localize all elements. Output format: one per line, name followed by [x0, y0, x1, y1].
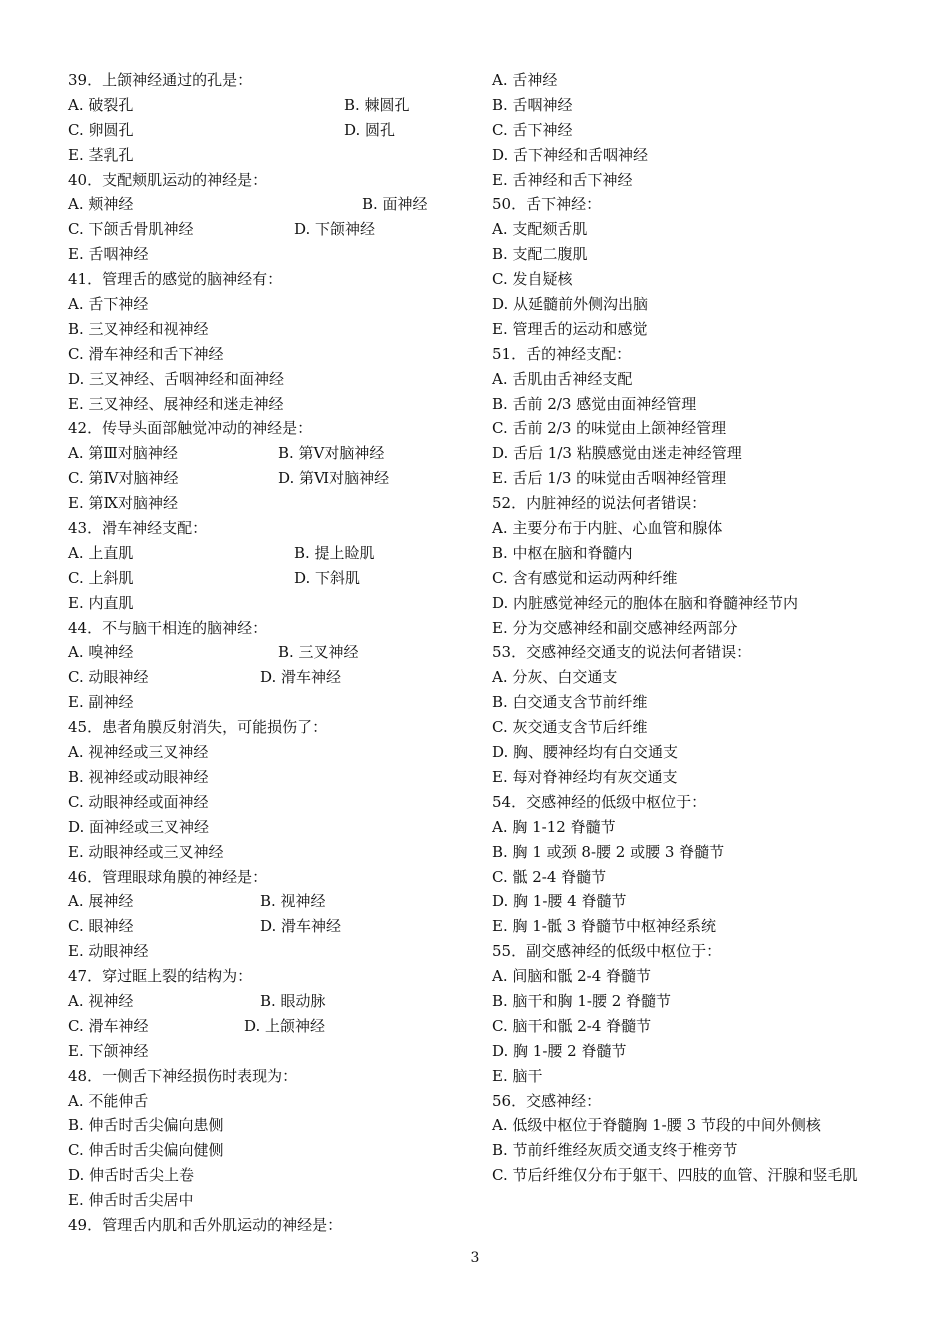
option-text: A. 颊神经 [68, 195, 134, 214]
option-text: A. 破裂孔 [68, 95, 134, 114]
question-stem: 56．交感神经： [492, 1091, 602, 1110]
option-text: A. 舌神经 [492, 71, 558, 89]
option-text: C. 第Ⅳ对脑神经 [68, 469, 179, 488]
option-text: A. 第Ⅲ对脑神经 [68, 444, 178, 463]
option-text: A. 不能伸舌 [68, 1091, 149, 1110]
option-row [68, 665, 468, 690]
option-text: D. 内脏感觉神经元的胞体在脑和脊髓神经节内 [492, 593, 799, 612]
option-text: A. 低级中枢位于脊髓胸 1-腰 3 节段的中间外侧核 [492, 1116, 821, 1135]
question-stem: 48．一侧舌下神经损伤时表现为： [68, 1066, 298, 1085]
option-text: A. 主要分布于内脏、心血管和腺体 [492, 519, 723, 538]
option-text: A. 胸 1-12 脊髓节 [492, 817, 616, 836]
question-stem: 42．传导头面部触觉冲动的神经是： [68, 419, 313, 438]
option-text: D. 舌下神经和舌咽神经 [492, 145, 649, 164]
option-text: A. 视神经或三叉神经 [68, 743, 209, 762]
option-text: D. 滑车神经 [260, 917, 342, 936]
question-stem: 39．上颌神经通过的孔是： [68, 71, 253, 89]
question-stem: 53．交感神经交通支的说法何者错误： [492, 643, 752, 662]
page-number: 3 [470, 1250, 480, 1266]
option-text: B. 面神经 [362, 195, 428, 214]
option-text: C. 滑车神经 [68, 1016, 149, 1035]
option-text: E. 舌神经和舌下神经 [492, 170, 633, 189]
option-text: E. 伸舌时舌尖居中 [68, 1191, 194, 1210]
option-text: C. 动眼神经 [68, 668, 149, 687]
option-text: B. 舌前 2/3 感觉由面神经管理 [492, 394, 697, 413]
option-text: E. 动眼神经 [68, 942, 149, 961]
option-text: D. 三叉神经、舌咽神经和面神经 [68, 369, 285, 388]
option-text: E. 三叉神经、展神经和迷走神经 [68, 394, 284, 413]
option-text: A. 嗅神经 [68, 643, 134, 662]
option-text: C. 眼神经 [68, 917, 134, 936]
question-stem: 49．管理舌内肌和舌外肌运动的神经是： [68, 1215, 343, 1234]
option-text: C. 脑干和骶 2-4 脊髓节 [492, 1016, 652, 1035]
option-text: A. 上直肌 [68, 543, 134, 562]
option-text: E. 下颌神经 [68, 1041, 149, 1060]
option-text: C. 节后纤维仅分布于躯干、四肢的血管、汗腺和竖毛肌 [492, 1166, 858, 1185]
question-stem: 51．舌的神经支配： [492, 344, 632, 363]
option-text: C. 上斜肌 [68, 568, 134, 587]
option-row [68, 914, 468, 939]
option-text: C. 含有感觉和运动两种纤维 [492, 568, 678, 587]
option-text: C. 灰交通支含节后纤维 [492, 718, 648, 737]
option-text: D. 圆孔 [344, 120, 396, 139]
option-row [68, 93, 468, 118]
option-text: E. 分为交感神经和副交感神经两部分 [492, 618, 738, 637]
question-stem: 44．不与脑干相连的脑神经： [68, 618, 268, 637]
question-stem: 46．管理眼球角膜的神经是： [68, 867, 268, 886]
option-text: B. 提上睑肌 [294, 543, 375, 562]
question-stem: 52．内脏神经的说法何者错误： [492, 494, 707, 513]
option-text: B. 舌咽神经 [492, 95, 573, 114]
option-text: C. 发自疑核 [492, 270, 573, 289]
option-text: B. 眼动脉 [260, 991, 326, 1010]
option-text: B. 胸 1 或颈 8-腰 2 或腰 3 脊髓节 [492, 842, 725, 861]
option-row [68, 989, 468, 1014]
option-text: D. 伸舌时舌尖上卷 [68, 1166, 195, 1185]
option-text: D. 第Ⅵ对脑神经 [278, 469, 390, 488]
question-stem: 54．交感神经的低级中枢位于： [492, 792, 707, 811]
option-text: B. 视神经或动眼神经 [68, 767, 209, 786]
question-stem: 40．支配颊肌运动的神经是： [68, 170, 268, 189]
option-text: E. 胸 1-骶 3 脊髓节中枢神经系统 [492, 917, 716, 936]
option-text: C. 动眼神经或面神经 [68, 792, 209, 811]
option-text: D. 面神经或三叉神经 [68, 817, 210, 836]
option-text: B. 三叉神经和视神经 [68, 319, 209, 338]
option-text: D. 舌后 1/3 粘膜感觉由迷走神经管理 [492, 444, 742, 463]
option-text: B. 支配二腹肌 [492, 245, 588, 264]
option-text: A. 分灰、白交通支 [492, 668, 618, 687]
option-text: E. 动眼神经或三叉神经 [68, 842, 224, 861]
option-text: A. 舌肌由舌神经支配 [492, 369, 633, 388]
option-text: C. 滑车神经和舌下神经 [68, 344, 224, 363]
option-text: A. 视神经 [68, 991, 134, 1010]
option-row [68, 640, 468, 665]
option-text: D. 上颌神经 [244, 1016, 326, 1035]
option-text: E. 副神经 [68, 693, 134, 712]
option-text: D. 胸 1-腰 4 脊髓节 [492, 892, 627, 911]
question-stem: 47．穿过眶上裂的结构为： [68, 967, 253, 986]
option-row [68, 1014, 468, 1039]
right-column [492, 68, 892, 1188]
option-row [68, 192, 468, 217]
option-text: B. 白交通支含节前纤维 [492, 693, 648, 712]
option-text: E. 管理舌的运动和感觉 [492, 319, 648, 338]
question-stem: 45．患者角膜反射消失，可能损伤了： [68, 718, 328, 737]
option-text: D. 滑车神经 [260, 668, 342, 687]
option-row [68, 566, 468, 591]
option-text: D. 下颌神经 [294, 220, 376, 239]
option-text: E. 每对脊神经均有灰交通支 [492, 767, 678, 786]
option-text: E. 茎乳孔 [68, 145, 134, 164]
option-text: D. 下斜肌 [294, 568, 361, 587]
option-text: C. 下颌舌骨肌神经 [68, 220, 194, 239]
option-row [68, 889, 468, 914]
option-text: A. 支配颏舌肌 [492, 220, 588, 239]
option-row [68, 466, 468, 491]
question-stem: 55．副交感神经的低级中枢位于： [492, 942, 722, 961]
option-text: C. 舌前 2/3 的味觉由上颌神经管理 [492, 419, 727, 438]
option-text: B. 视神经 [260, 892, 326, 911]
option-row [68, 541, 468, 566]
option-text: B. 脑干和胸 1-腰 2 脊髓节 [492, 991, 672, 1010]
option-text: A. 间脑和骶 2-4 脊髓节 [492, 967, 652, 986]
option-text: A. 舌下神经 [68, 295, 149, 314]
option-text: E. 舌咽神经 [68, 245, 149, 264]
option-row [68, 118, 468, 143]
option-text: E. 舌后 1/3 的味觉由舌咽神经管理 [492, 469, 727, 488]
option-text: B. 节前纤维经灰质交通支终于椎旁节 [492, 1141, 738, 1160]
option-row [68, 441, 468, 466]
option-text: B. 伸舌时舌尖偏向患侧 [68, 1116, 224, 1135]
option-text: B. 三叉神经 [278, 643, 359, 662]
option-row [68, 217, 468, 242]
question-stem: 41．管理舌的感觉的脑神经有： [68, 270, 283, 289]
option-text: B. 棘圆孔 [344, 95, 410, 114]
option-text: D. 胸 1-腰 2 脊髓节 [492, 1041, 627, 1060]
option-text: D. 从延髓前外侧沟出脑 [492, 295, 649, 314]
option-text: E. 第Ⅸ对脑神经 [68, 494, 178, 513]
option-text: C. 舌下神经 [492, 120, 573, 139]
option-text: C. 卵圆孔 [68, 120, 134, 139]
option-text: E. 内直肌 [68, 593, 134, 612]
option-text: B. 中枢在脑和脊髓内 [492, 543, 633, 562]
option-text: C. 骶 2-4 脊髓节 [492, 867, 607, 886]
option-text: A. 展神经 [68, 892, 134, 911]
question-stem: 43．滑车神经支配： [68, 519, 208, 538]
option-text: B. 第Ⅴ对脑神经 [278, 444, 385, 463]
option-text: D. 胸、腰神经均有白交通支 [492, 743, 679, 762]
option-text: E. 脑干 [492, 1066, 543, 1085]
option-text: C. 伸舌时舌尖偏向健侧 [68, 1141, 224, 1160]
left-column [68, 68, 468, 1238]
question-stem: 50．舌下神经： [492, 195, 602, 214]
